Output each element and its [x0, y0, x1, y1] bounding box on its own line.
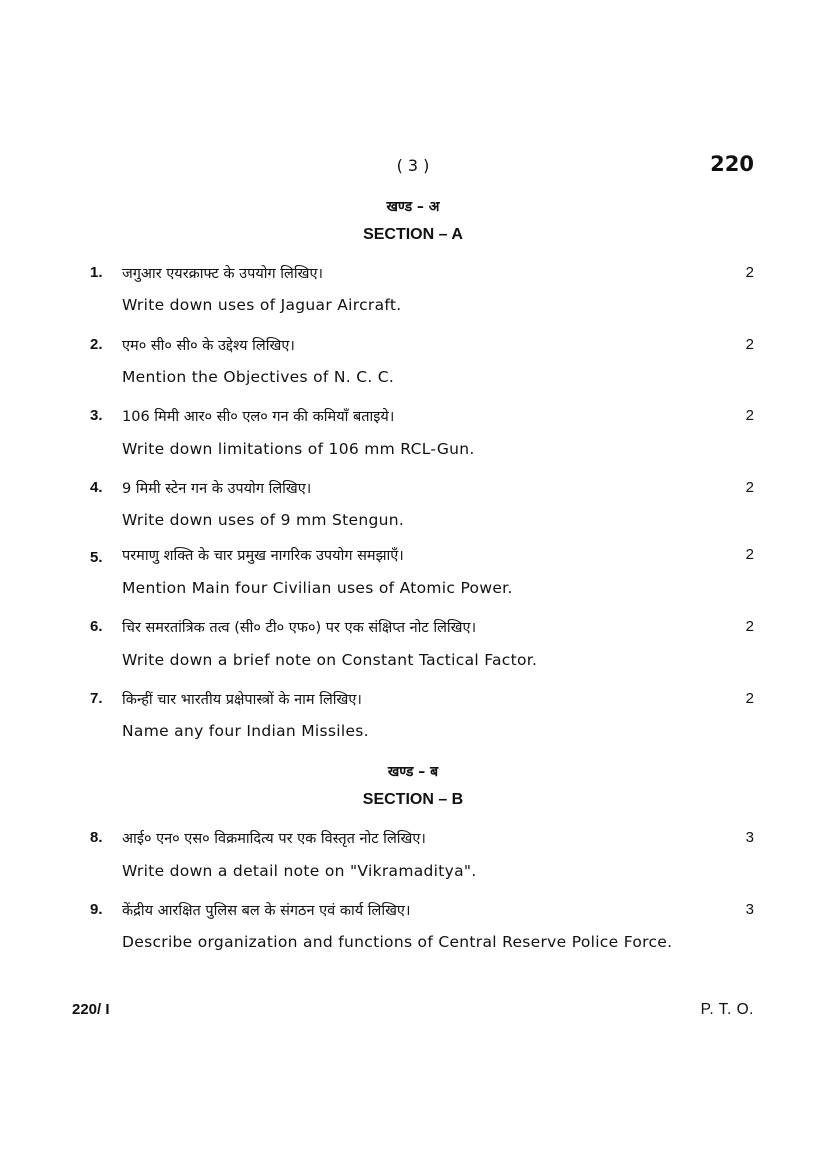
question-number: 1.: [90, 264, 103, 281]
section-a-hindi-title: खण्ड – अ: [386, 199, 440, 215]
question-english: Write down uses of 9 mm Stengun.: [122, 511, 405, 529]
question-number: 5.: [90, 549, 103, 566]
question-english: Describe organization and functions of Central Reserve Police Force.: [122, 933, 673, 951]
question-number: 9.: [90, 901, 103, 918]
paper-code: 220: [710, 152, 754, 176]
section-b-title: SECTION – B: [362, 791, 464, 808]
question-number: 4.: [90, 479, 103, 496]
question-marks: 2: [745, 336, 754, 353]
section-b-hindi-title: खण्ड – ब: [387, 764, 439, 780]
question-english: Name any four Indian Missiles.: [122, 722, 369, 740]
question-hindi: किन्हीं चार भारतीय प्रक्षेपास्त्रों के नाम लिखिए।: [122, 692, 362, 708]
question-hindi: जगुआर एयरक्राफ्ट के उपयोग लिखिए।: [122, 266, 323, 282]
footer-paper-code: 220/ I: [72, 1001, 110, 1018]
question-number: 7.: [90, 690, 103, 707]
question-number: 2.: [90, 336, 103, 353]
question-english: Write down a brief note on Constant Tactical Factor.: [122, 651, 538, 669]
question-marks: 3: [745, 829, 754, 846]
question-marks: 2: [745, 690, 754, 707]
question-hindi: केंद्रीय आरक्षित पुलिस बल के संगठन एवं कार्य लिखिए।: [122, 903, 411, 919]
question-english: Write down uses of Jaguar Aircraft.: [122, 296, 402, 314]
question-hindi: परमाणु शक्ति के चार प्रमुख नागरिक उपयोग समझाएँ।: [122, 548, 404, 564]
question-marks: 3: [745, 901, 754, 918]
question-english: Write down a detail note on "Vikramaditya".: [122, 862, 477, 880]
question-marks: 2: [745, 264, 754, 281]
section-a-title: SECTION – A: [363, 226, 463, 243]
question-english: Mention Main four Civilian uses of Atomic Power.: [122, 579, 513, 597]
question-marks: 2: [745, 407, 754, 424]
question-english: Mention the Objectives of N. C. C.: [122, 368, 395, 386]
footer-pto: P. T. O.: [700, 1001, 754, 1018]
question-number: 8.: [90, 829, 103, 846]
question-number: 3.: [90, 407, 103, 424]
question-marks: 2: [745, 618, 754, 635]
question-marks: 2: [745, 546, 754, 563]
question-marks: 2: [745, 479, 754, 496]
question-hindi: एम० सी० सी० के उद्देश्य लिखिए।: [122, 338, 295, 354]
question-hindi: चिर समरतांत्रिक तत्व (सी० टी० एफ०) पर एक संक्षिप्त नोट लिखिए।: [122, 620, 477, 636]
question-english: Write down limitations of 106 mm RCL-Gun.: [122, 440, 475, 458]
question-hindi: 106 मिमी आर० सी० एल० गन की कमियाँ बताइये।: [122, 409, 395, 425]
question-hindi: आई० एन० एस० विक्रमादित्य पर एक विस्तृत नोट लिखिए।: [122, 831, 426, 847]
page-number: ( 3 ): [396, 156, 430, 175]
question-number: 6.: [90, 618, 103, 635]
question-hindi: 9 मिमी स्टेन गन के उपयोग लिखिए।: [122, 481, 312, 497]
